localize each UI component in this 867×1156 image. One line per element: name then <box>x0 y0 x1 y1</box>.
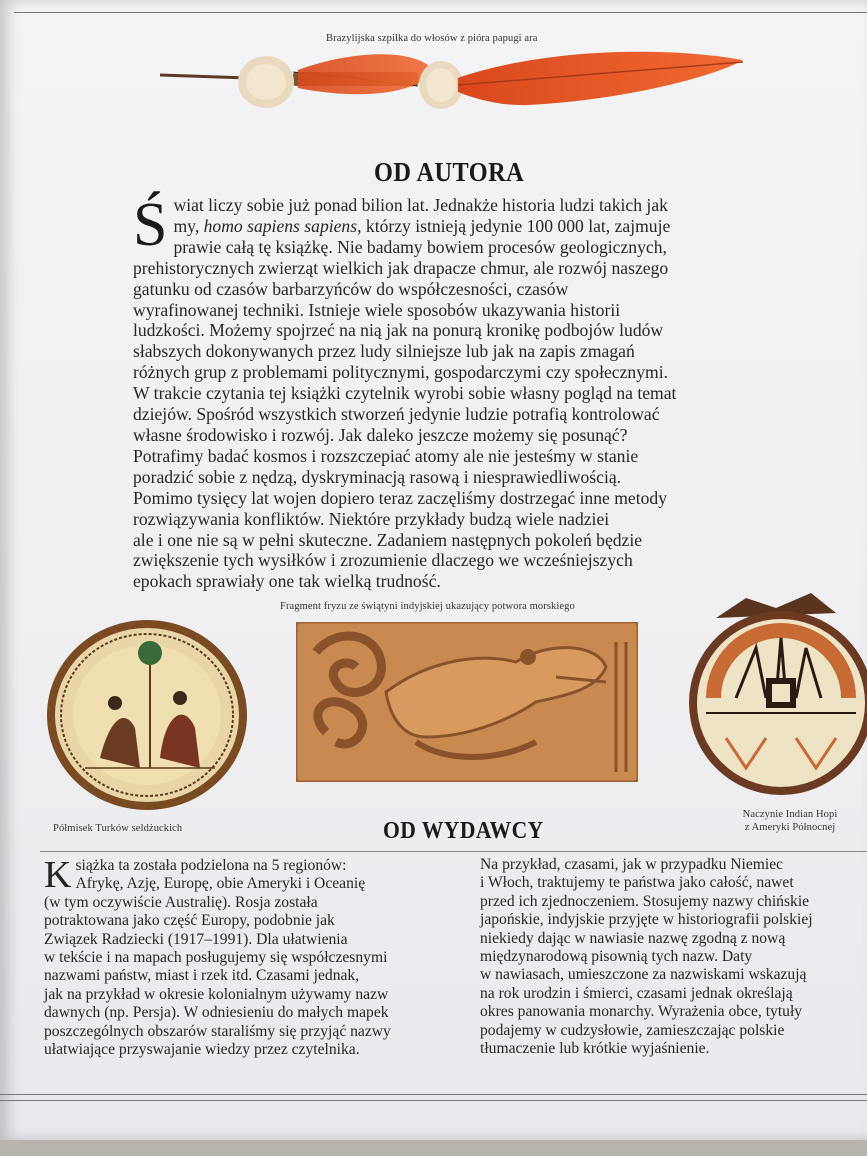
text-line: Potrafimy badać kosmos i rozszczepiać atomy ale nie jesteśmy w stanie <box>133 445 639 466</box>
text-line: ale i one nie są w pełni skuteczne. Zadaniem następnych pokoleń będzie <box>133 529 643 550</box>
text-line: dawnych (np. Persja). W odniesieniu do małych mapek <box>44 1004 389 1022</box>
text-line: słabszych dokonywanych przez ludy silniejsze lub jak na zapis zmagań <box>133 341 635 362</box>
top-rule <box>14 12 867 13</box>
text-line: (w tym oczywiście Australię). Rosja została <box>44 893 318 911</box>
heading-publisher: OD WYDAWCY <box>383 818 544 844</box>
text-line: niekiedy dając w nawiasie nazwę zgodną z nową <box>480 929 786 947</box>
text-line: poszczególnych obszarów staraliśmy się przyjąć nazwy <box>44 1022 391 1040</box>
text-line: na rok urodzin i śmierci, czasami jednak określają <box>480 984 793 1002</box>
text-line: zwiększenie tych wysiłków i zrozumienie dlaczego we wcześniejszych <box>133 550 633 571</box>
text-line: w tekście i na mapach posługujemy się współczesnymi <box>44 949 388 967</box>
frieze-caption: Fragment fryzu ze świątyni indyjskiej ukazujący potwora morskiego <box>280 601 575 612</box>
frieze-image <box>296 622 638 782</box>
publisher-text-left <box>44 854 474 1059</box>
text-line: przed ich zjednoczeniem. Stosujemy nazwy chińskie <box>480 892 810 910</box>
text-line: w nawiasach, umieszczone za nazwiskami wskazują <box>480 966 807 984</box>
text-line: my, homo sapiens sapiens, którzy istnieją jedynie 100 000 lat, zajmuje <box>173 215 671 236</box>
text-line: siążka ta została podzielona na 5 regionów: <box>75 857 347 874</box>
text-line: poradzić sobie z nędzą, dyskryminacją rasową i niesprawiedliwością. <box>133 466 622 487</box>
hopi-caption-line: z Ameryki Północnej <box>744 822 836 833</box>
plate-caption: Półmisek Turków seldżuckich <box>53 823 183 834</box>
text-line: W trakcie czytania tej książki czytelnik wyrobi sobie własny pogląd na temat <box>133 383 677 404</box>
text-line: wiat liczy sobie już ponad bilion lat. Jednakże historia ludzi takich jak <box>173 195 668 215</box>
text-line: okres panowania monarchy. Wyrażenia obce, tytuły <box>480 1003 803 1021</box>
hopi-caption-line: Naczynie Indian Hopi <box>742 809 838 820</box>
text-line: Pomimo tysięcy lat wojen dopiero teraz zaczęliśmy dostrzegać inne metody <box>133 487 667 508</box>
text-line: wyrafinowanej techniki. Istnieje wiele sposobów ukazywania historii <box>133 299 621 320</box>
hopi-caption <box>720 808 860 834</box>
text-line: różnych grup z problemami politycznymi, gospodarczymi czy społecznymi. <box>133 362 668 383</box>
text-line: dziejów. Spośród wszystkich stworzeń jedynie ludzie potrafią kontrolować <box>133 404 660 425</box>
text-line: potraktowana jako część Europy, podobnie jak <box>44 912 335 930</box>
text-line: gatunku od czasów barbarzyńców do współczesności, czasów <box>133 278 569 299</box>
text-line: ludzkości. Możemy spojrzeć na nią jak na ponurą kronikę podbojów ludów <box>133 320 664 341</box>
author-text <box>133 191 793 592</box>
publisher-text-right <box>480 856 867 1058</box>
text-line: rozwiązywania konfliktów. Niektóre przykłady budzą wiele nadziei <box>133 508 610 529</box>
text-line: własne środowisko i rozwój. Jak daleko jeszcze możemy się posunąć? <box>133 424 628 445</box>
section-rule <box>40 851 867 852</box>
text-line: Związek Radziecki (1917–1991). Dla ułatwienia <box>44 930 348 948</box>
dropcap: K <box>44 854 72 896</box>
text-line: prawie całą tę książkę. Nie badamy bowiem procesów geologicznych, <box>173 236 667 257</box>
text-line: jak na przykład w okresie kolonialnym używamy nazw <box>44 985 389 1003</box>
bottom-rule <box>0 1100 867 1101</box>
hairpin-caption: Brazylijska szpilka do włosów z pióra papugi ara <box>326 33 538 44</box>
text-line: międzynarodową pisownią tych nazw. Daty <box>480 948 753 966</box>
bottom-rule <box>0 1094 867 1095</box>
text-line: podajemy w cudzysłowie, zamieszczając polskie <box>480 1021 785 1039</box>
text-line: ułatwiające przyswajanie wiedzy przez czytelnika. <box>44 1041 360 1059</box>
page-edge <box>0 1140 867 1156</box>
dropcap: Ś <box>133 191 168 259</box>
seljuk-plate-image <box>45 618 250 813</box>
hairpin-image <box>158 40 758 120</box>
text-line: Afrykę, Azję, Europę, obie Ameryki i Oceanię <box>75 875 366 893</box>
heading-author: OD AUTORA <box>374 157 525 187</box>
text-line: Na przykład, czasami, jak w przypadku Niemiec <box>480 856 784 873</box>
text-line: nazwami państw, miast i rzek itd. Czasami jednak, <box>44 967 360 985</box>
text-line: i Włoch, traktujemy te państwa jako całość, nawet <box>480 874 794 892</box>
text-line: epokach sprawiały one tak wielką trudność. <box>133 571 441 592</box>
text-line: japońskie, indyjskie przyjęte w historiografii polskiej <box>480 911 813 929</box>
text-line: tłumaczenie lub krótkie wyjaśnienie. <box>480 1040 710 1058</box>
text-line: prehistorycznych zwierząt wielkich jak drapacze chmur, ale rozwój naszego <box>133 257 669 278</box>
hopi-vessel-image <box>686 588 867 800</box>
